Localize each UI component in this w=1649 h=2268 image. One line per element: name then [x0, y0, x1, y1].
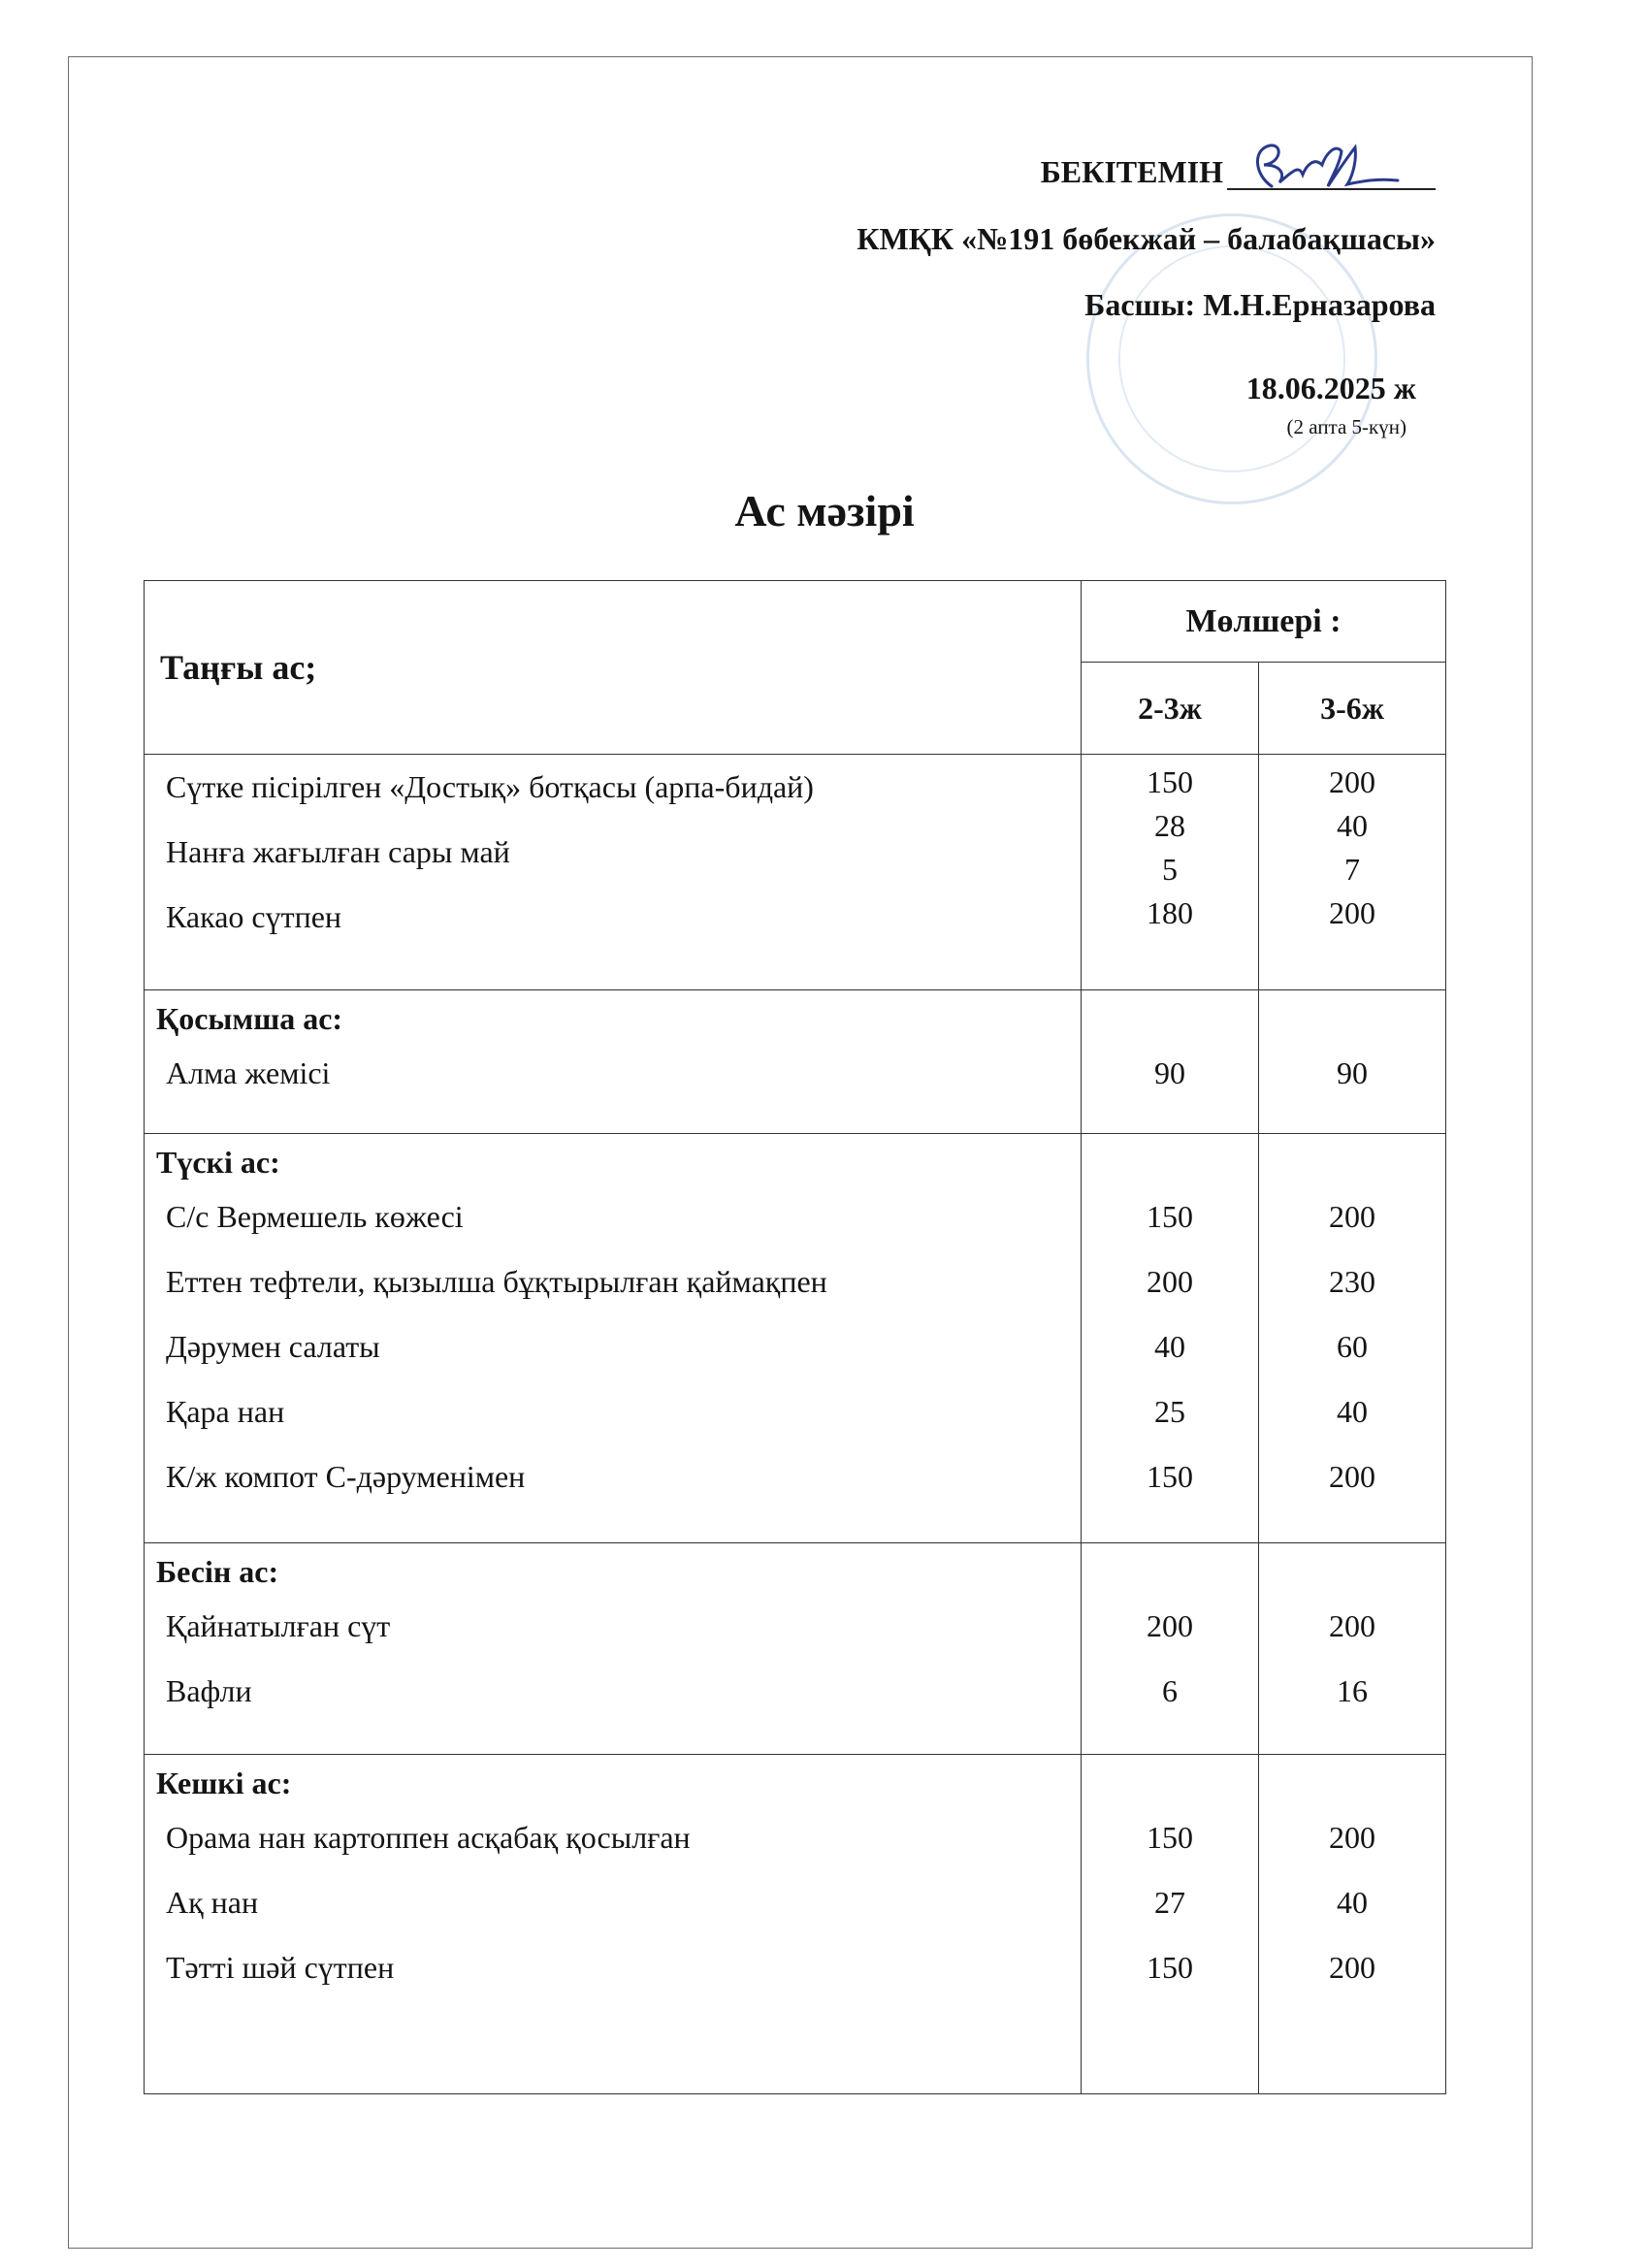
week-day: (2 апта 5-күн) — [1286, 415, 1406, 438]
menu-date: 18.06.2025 ж — [1245, 371, 1416, 405]
qty-value: 180 — [1147, 895, 1193, 930]
list-item: Вафли — [166, 1673, 252, 1708]
qty-value: 200 — [1147, 1264, 1193, 1299]
qty-value: 150 — [1147, 1950, 1193, 1985]
list-item: Қара нан — [166, 1394, 285, 1429]
breakfast-header: Таңғы ас; — [145, 581, 1082, 755]
organization-name: КМҚК «№191 бөбекжай – балабақшасы» — [857, 221, 1436, 256]
section-title: Кешкі ас: — [156, 1766, 292, 1800]
breakfast-qty-a — [1082, 755, 1259, 990]
list-item: Сүтке пісірілген «Достық» ботқасы (арпа-бидай) — [166, 769, 814, 804]
quantity-header: Мөлшері : — [1082, 581, 1446, 663]
approve-label: БЕКІТЕМІН — [1040, 154, 1223, 189]
dinner-qty-a — [1082, 1755, 1259, 2094]
qty-value: 25 — [1154, 1394, 1185, 1429]
qty-value: 6 — [1162, 1673, 1178, 1708]
list-item: Тәтті шәй сүтпен — [166, 1950, 395, 1985]
snack-row — [145, 990, 1446, 1134]
list-item: К/ж компот С-дәруменімен — [166, 1459, 526, 1494]
qty-value: 200 — [1147, 1608, 1193, 1643]
list-item: Орама нан картоппен асқабақ қосылған — [166, 1820, 691, 1855]
list-item: С/с Вермешель көжесі — [166, 1199, 464, 1234]
lunch-qty-b — [1259, 1134, 1446, 1543]
lunch-row — [145, 1134, 1446, 1543]
qty-value: 40 — [1154, 1329, 1185, 1364]
qty-value: 200 — [1329, 1459, 1375, 1494]
age-col-header-1: 2-3ж — [1082, 663, 1259, 755]
signature-line — [1227, 146, 1436, 190]
menu-table — [144, 580, 1446, 2094]
qty-value: 230 — [1329, 1264, 1375, 1299]
qty-value: 28 — [1154, 808, 1185, 843]
list-item: Ақ нан — [166, 1885, 259, 1920]
qty-value: 200 — [1329, 895, 1375, 930]
dinner-items — [145, 1755, 1082, 2094]
qty-value: 200 — [1329, 1199, 1375, 1234]
approval-line — [1041, 146, 1436, 190]
lunch-items — [145, 1134, 1082, 1543]
head-name: Басшы: М.Н.Ерназарова — [1084, 287, 1436, 322]
list-item: Еттен тефтели, қызылша бұқтырылған қаймақпен — [166, 1264, 827, 1299]
qty-value: 200 — [1329, 1950, 1375, 1985]
qty-value: 60 — [1337, 1329, 1368, 1364]
qty-value: 150 — [1147, 764, 1193, 799]
qty-value: 40 — [1337, 808, 1368, 843]
afternoon-qty-b — [1259, 1543, 1446, 1755]
qty-value: 200 — [1329, 1820, 1375, 1855]
list-item: Дәрумен салаты — [166, 1329, 380, 1364]
breakfast-row — [145, 755, 1446, 990]
age-col-header-2: 3-6ж — [1259, 663, 1446, 755]
section-title: Қосымша ас: — [156, 1001, 343, 1036]
qty-value: 200 — [1329, 1608, 1375, 1643]
snack-qty-b — [1259, 990, 1446, 1134]
list-item: Какао сүтпен — [166, 899, 342, 934]
afternoon-row — [145, 1543, 1446, 1755]
section-title: Бесін ас: — [156, 1554, 279, 1589]
section-title: Түскі ас: — [156, 1145, 280, 1180]
snack-items — [145, 990, 1082, 1134]
signature-icon — [1235, 136, 1400, 192]
qty-value: 5 — [1162, 852, 1178, 887]
qty-value: 150 — [1147, 1459, 1193, 1494]
qty-value: 16 — [1337, 1673, 1368, 1708]
afternoon-items — [145, 1543, 1082, 1755]
dinner-row — [145, 1755, 1446, 2094]
list-item: Қайнатылған сүт — [166, 1608, 391, 1643]
afternoon-qty-a — [1082, 1543, 1259, 1755]
qty-value: 90 — [1154, 1055, 1185, 1090]
qty-value: 40 — [1337, 1885, 1368, 1920]
official-stamp — [1086, 213, 1377, 504]
qty-value: 90 — [1337, 1055, 1368, 1090]
qty-value: 150 — [1147, 1199, 1193, 1234]
snack-qty-a — [1082, 990, 1259, 1134]
qty-value: 150 — [1147, 1820, 1193, 1855]
qty-value: 40 — [1337, 1394, 1368, 1429]
qty-value: 7 — [1344, 852, 1360, 887]
page-title: Ас мәзірі — [734, 486, 915, 535]
qty-value: 200 — [1329, 764, 1375, 799]
list-item: Алма жемісі — [166, 1055, 331, 1090]
lunch-qty-a — [1082, 1134, 1259, 1543]
breakfast-qty-b — [1259, 755, 1446, 990]
breakfast-items — [145, 755, 1082, 990]
list-item: Нанға жағылған сары май — [166, 834, 510, 869]
dinner-qty-b — [1259, 1755, 1446, 2094]
qty-value: 27 — [1154, 1885, 1185, 1920]
